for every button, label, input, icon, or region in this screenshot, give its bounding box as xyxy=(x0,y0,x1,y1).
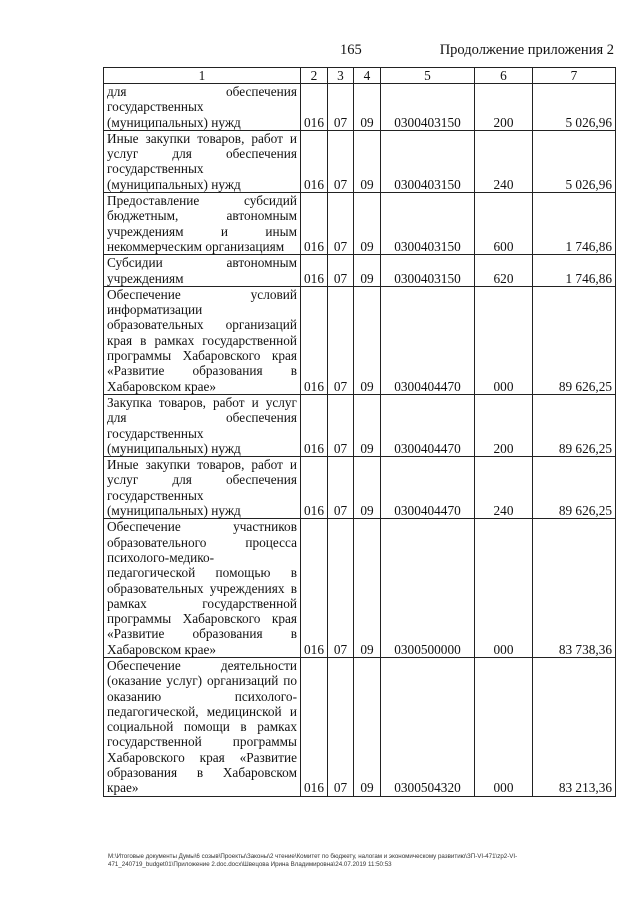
subsection-code-cell: 09 xyxy=(354,193,381,255)
section-code-cell: 07 xyxy=(328,130,354,192)
subsection-code-cell: 09 xyxy=(354,657,381,796)
subsection-code-cell: 09 xyxy=(354,457,381,519)
expense-type-cell: 600 xyxy=(475,193,533,255)
target-code-cell: 0300404470 xyxy=(381,394,475,456)
subsection-code-cell: 09 xyxy=(354,84,381,131)
column-number: 6 xyxy=(475,68,533,84)
row-name-cell: Иные закупки товаров, работ и услуг для обеспечения государственных (муниципальных) нужд xyxy=(104,457,301,519)
admin-code-cell: 016 xyxy=(301,193,328,255)
section-code-cell: 07 xyxy=(328,84,354,131)
row-name-cell: Иные закупки товаров, работ и услуг для обеспечения государственных (муниципальных) нужд xyxy=(104,130,301,192)
subsection-code-cell: 09 xyxy=(354,394,381,456)
admin-code-cell: 016 xyxy=(301,255,328,287)
admin-code-cell: 016 xyxy=(301,84,328,131)
expense-type-cell: 200 xyxy=(475,394,533,456)
amount-cell: 1 746,86 xyxy=(533,255,616,287)
amount-cell: 5 026,96 xyxy=(533,130,616,192)
row-name-cell: Обеспечение деятельности (оказание услуг) организаций по оказанию психолого-педагогической, медицинской и социальной помощи в рамках государственной программы Хабаровского края «Развитие образования в Хабаровском крае» xyxy=(104,657,301,796)
admin-code-cell: 016 xyxy=(301,657,328,796)
table-row xyxy=(104,84,616,131)
row-name-cell: Предоставление субсидий бюджетным, автономным учреждениям и иным некоммерческим организациям xyxy=(104,193,301,255)
subsection-code-cell: 09 xyxy=(354,130,381,192)
target-code-cell: 0300404470 xyxy=(381,286,475,394)
table-row xyxy=(104,255,616,287)
section-code-cell: 07 xyxy=(328,394,354,456)
table-row xyxy=(104,657,616,796)
row-name-cell: Обеспечение участников образовательного процесса психолого-медико-педагогической помощью в образовательных учреждениях в рамках государственной программы Хабаровского края «Развитие образования в Хабаровском крае» xyxy=(104,519,301,658)
admin-code-cell: 016 xyxy=(301,519,328,658)
column-number: 7 xyxy=(533,68,616,84)
target-code-cell: 0300504320 xyxy=(381,657,475,796)
expense-type-cell: 240 xyxy=(475,457,533,519)
row-name-cell: для обеспечения государственных (муниципальных) нужд xyxy=(104,84,301,131)
admin-code-cell: 016 xyxy=(301,286,328,394)
amount-cell: 89 626,25 xyxy=(533,457,616,519)
subsection-code-cell: 09 xyxy=(354,286,381,394)
target-code-cell: 0300403150 xyxy=(381,84,475,131)
target-code-cell: 0300404470 xyxy=(381,457,475,519)
column-number: 1 xyxy=(104,68,301,84)
amount-cell: 89 626,25 xyxy=(533,286,616,394)
column-number: 3 xyxy=(328,68,354,84)
section-code-cell: 07 xyxy=(328,457,354,519)
section-code-cell: 07 xyxy=(328,255,354,287)
table-row xyxy=(104,286,616,394)
section-code-cell: 07 xyxy=(328,193,354,255)
expense-type-cell: 000 xyxy=(475,286,533,394)
table-row xyxy=(104,394,616,456)
target-code-cell: 0300403150 xyxy=(381,193,475,255)
subsection-code-cell: 09 xyxy=(354,519,381,658)
expense-type-cell: 000 xyxy=(475,519,533,658)
target-code-cell: 0300500000 xyxy=(381,519,475,658)
row-name-cell: Закупка товаров, работ и услуг для обеспечения государственных (муниципальных) нужд xyxy=(104,394,301,456)
target-code-cell: 0300403150 xyxy=(381,255,475,287)
amount-cell: 5 026,96 xyxy=(533,84,616,131)
column-number: 4 xyxy=(354,68,381,84)
table-row xyxy=(104,130,616,192)
continuation-label: Продолжение приложения 2 xyxy=(439,42,614,58)
expense-type-cell: 000 xyxy=(475,657,533,796)
budget-table xyxy=(103,67,616,797)
admin-code-cell: 016 xyxy=(301,130,328,192)
expense-type-cell: 200 xyxy=(475,84,533,131)
amount-cell: 89 626,25 xyxy=(533,394,616,456)
table-row xyxy=(104,457,616,519)
column-number: 5 xyxy=(381,68,475,84)
column-number: 2 xyxy=(301,68,328,84)
amount-cell: 83 738,36 xyxy=(533,519,616,658)
table-row xyxy=(104,193,616,255)
amount-cell: 83 213,36 xyxy=(533,657,616,796)
section-code-cell: 07 xyxy=(328,657,354,796)
row-name-cell: Обеспечение условий информатизации образовательных организаций края в рамках государственной программы Хабаровского края «Развитие образования в Хабаровском крае» xyxy=(104,286,301,394)
admin-code-cell: 016 xyxy=(301,457,328,519)
column-number-row xyxy=(104,68,616,84)
section-code-cell: 07 xyxy=(328,286,354,394)
file-path-footer: M:\Итоговые документы Думы\6 созыв\Проекты\Законы\2 чтение\Комитет по бюджету, налогам и экономическому развитию\ЗП-VI-471\zp2-VI-471_240719_budget01\Приложение 2.doc.docx\Швецова Ирина Владимировна\24.07.2019 11:50:53 xyxy=(108,853,518,868)
subsection-code-cell: 09 xyxy=(354,255,381,287)
row-name-cell: Субсидии автономным учреждениям xyxy=(104,255,301,287)
admin-code-cell: 016 xyxy=(301,394,328,456)
table-body xyxy=(104,68,616,797)
target-code-cell: 0300403150 xyxy=(381,130,475,192)
table-row xyxy=(104,519,616,658)
section-code-cell: 07 xyxy=(328,519,354,658)
page-header xyxy=(0,42,640,62)
amount-cell: 1 746,86 xyxy=(533,193,616,255)
page-number: 165 xyxy=(340,42,362,58)
expense-type-cell: 240 xyxy=(475,130,533,192)
expense-type-cell: 620 xyxy=(475,255,533,287)
